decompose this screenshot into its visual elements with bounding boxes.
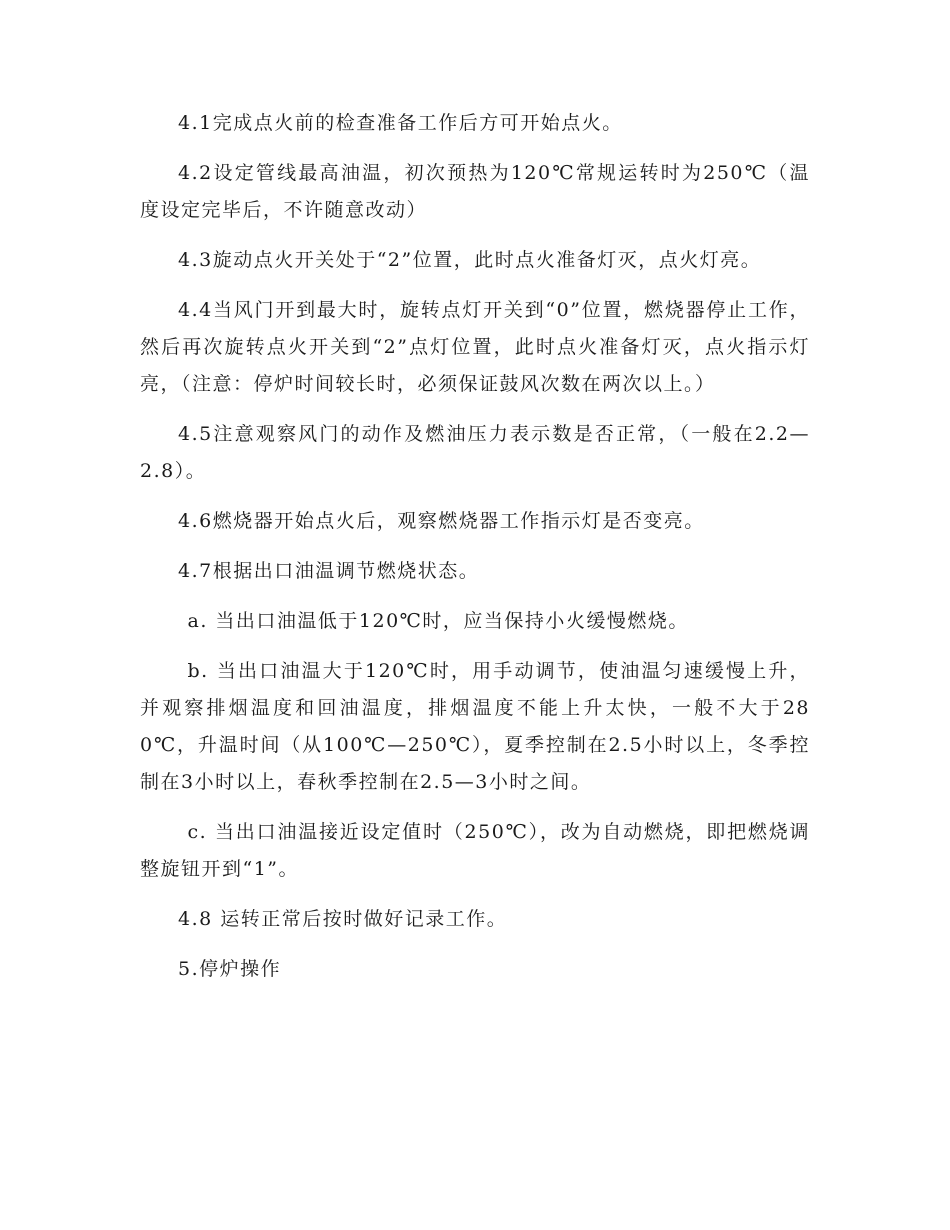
paragraph-4-3: 4.3旋动点火开关处于“2”位置，此时点火准备灯灭，点火灯亮。 [178,249,762,271]
paragraph-4-6: 4.6燃烧器开始点火后，观察燃烧器工作指示灯是否变亮。 [178,510,705,532]
paragraph-4-8: 4.8 运转正常后按时做好记录工作。 [178,908,508,930]
paragraph-4-7-c: c. 当出口油温接近设定值时（250℃），改为自动燃烧，即把燃烧调整旋钮开到“1”。 [140,821,810,880]
section-heading-5: 5.停炉操作 [178,958,282,980]
paragraph-4-7: 4.7根据出口油温调节燃烧状态。 [178,560,480,582]
paragraph-4-1: 4.1完成点火前的检查准备工作后方可开始点火。 [178,112,623,134]
paragraph-4-4: 4.4当风门开到最大时，旋转点灯开关到“0”位置，燃烧器停止工作，然后再次旋转点火开关到“2”点灯位置，此时点火准备灯灭，点火指示灯亮，（注意：停炉时间较长时，必须保证鼓风次数在两次以上。） [140,299,810,395]
document-body [140,105,810,1001]
paragraph-4-2: 4.2设定管线最高油温，初次预热为120℃常规运转时为250℃（温度设定完毕后，不许随意改动） [140,162,810,221]
paragraph-4-7-a: a. 当出口油温低于120℃时，应当保持小火缓慢燃烧。 [187,610,689,632]
paragraph-4-5: 4.5注意观察风门的动作及燃油压力表示数是否正常，（一般在2.2—2.8）。 [140,423,810,482]
paragraph-4-7-b: b. 当出口油温大于120℃时，用手动调节，使油温匀速缓慢上升，并观察排烟温度和回油温度，排烟温度不能上升太快，一般不大于280℃，升温时间（从100℃—250℃），夏季控制在2.5小时以上，冬季控制在3小时以上，春秋季控制在2.5—3小时之间。 [140,660,810,793]
